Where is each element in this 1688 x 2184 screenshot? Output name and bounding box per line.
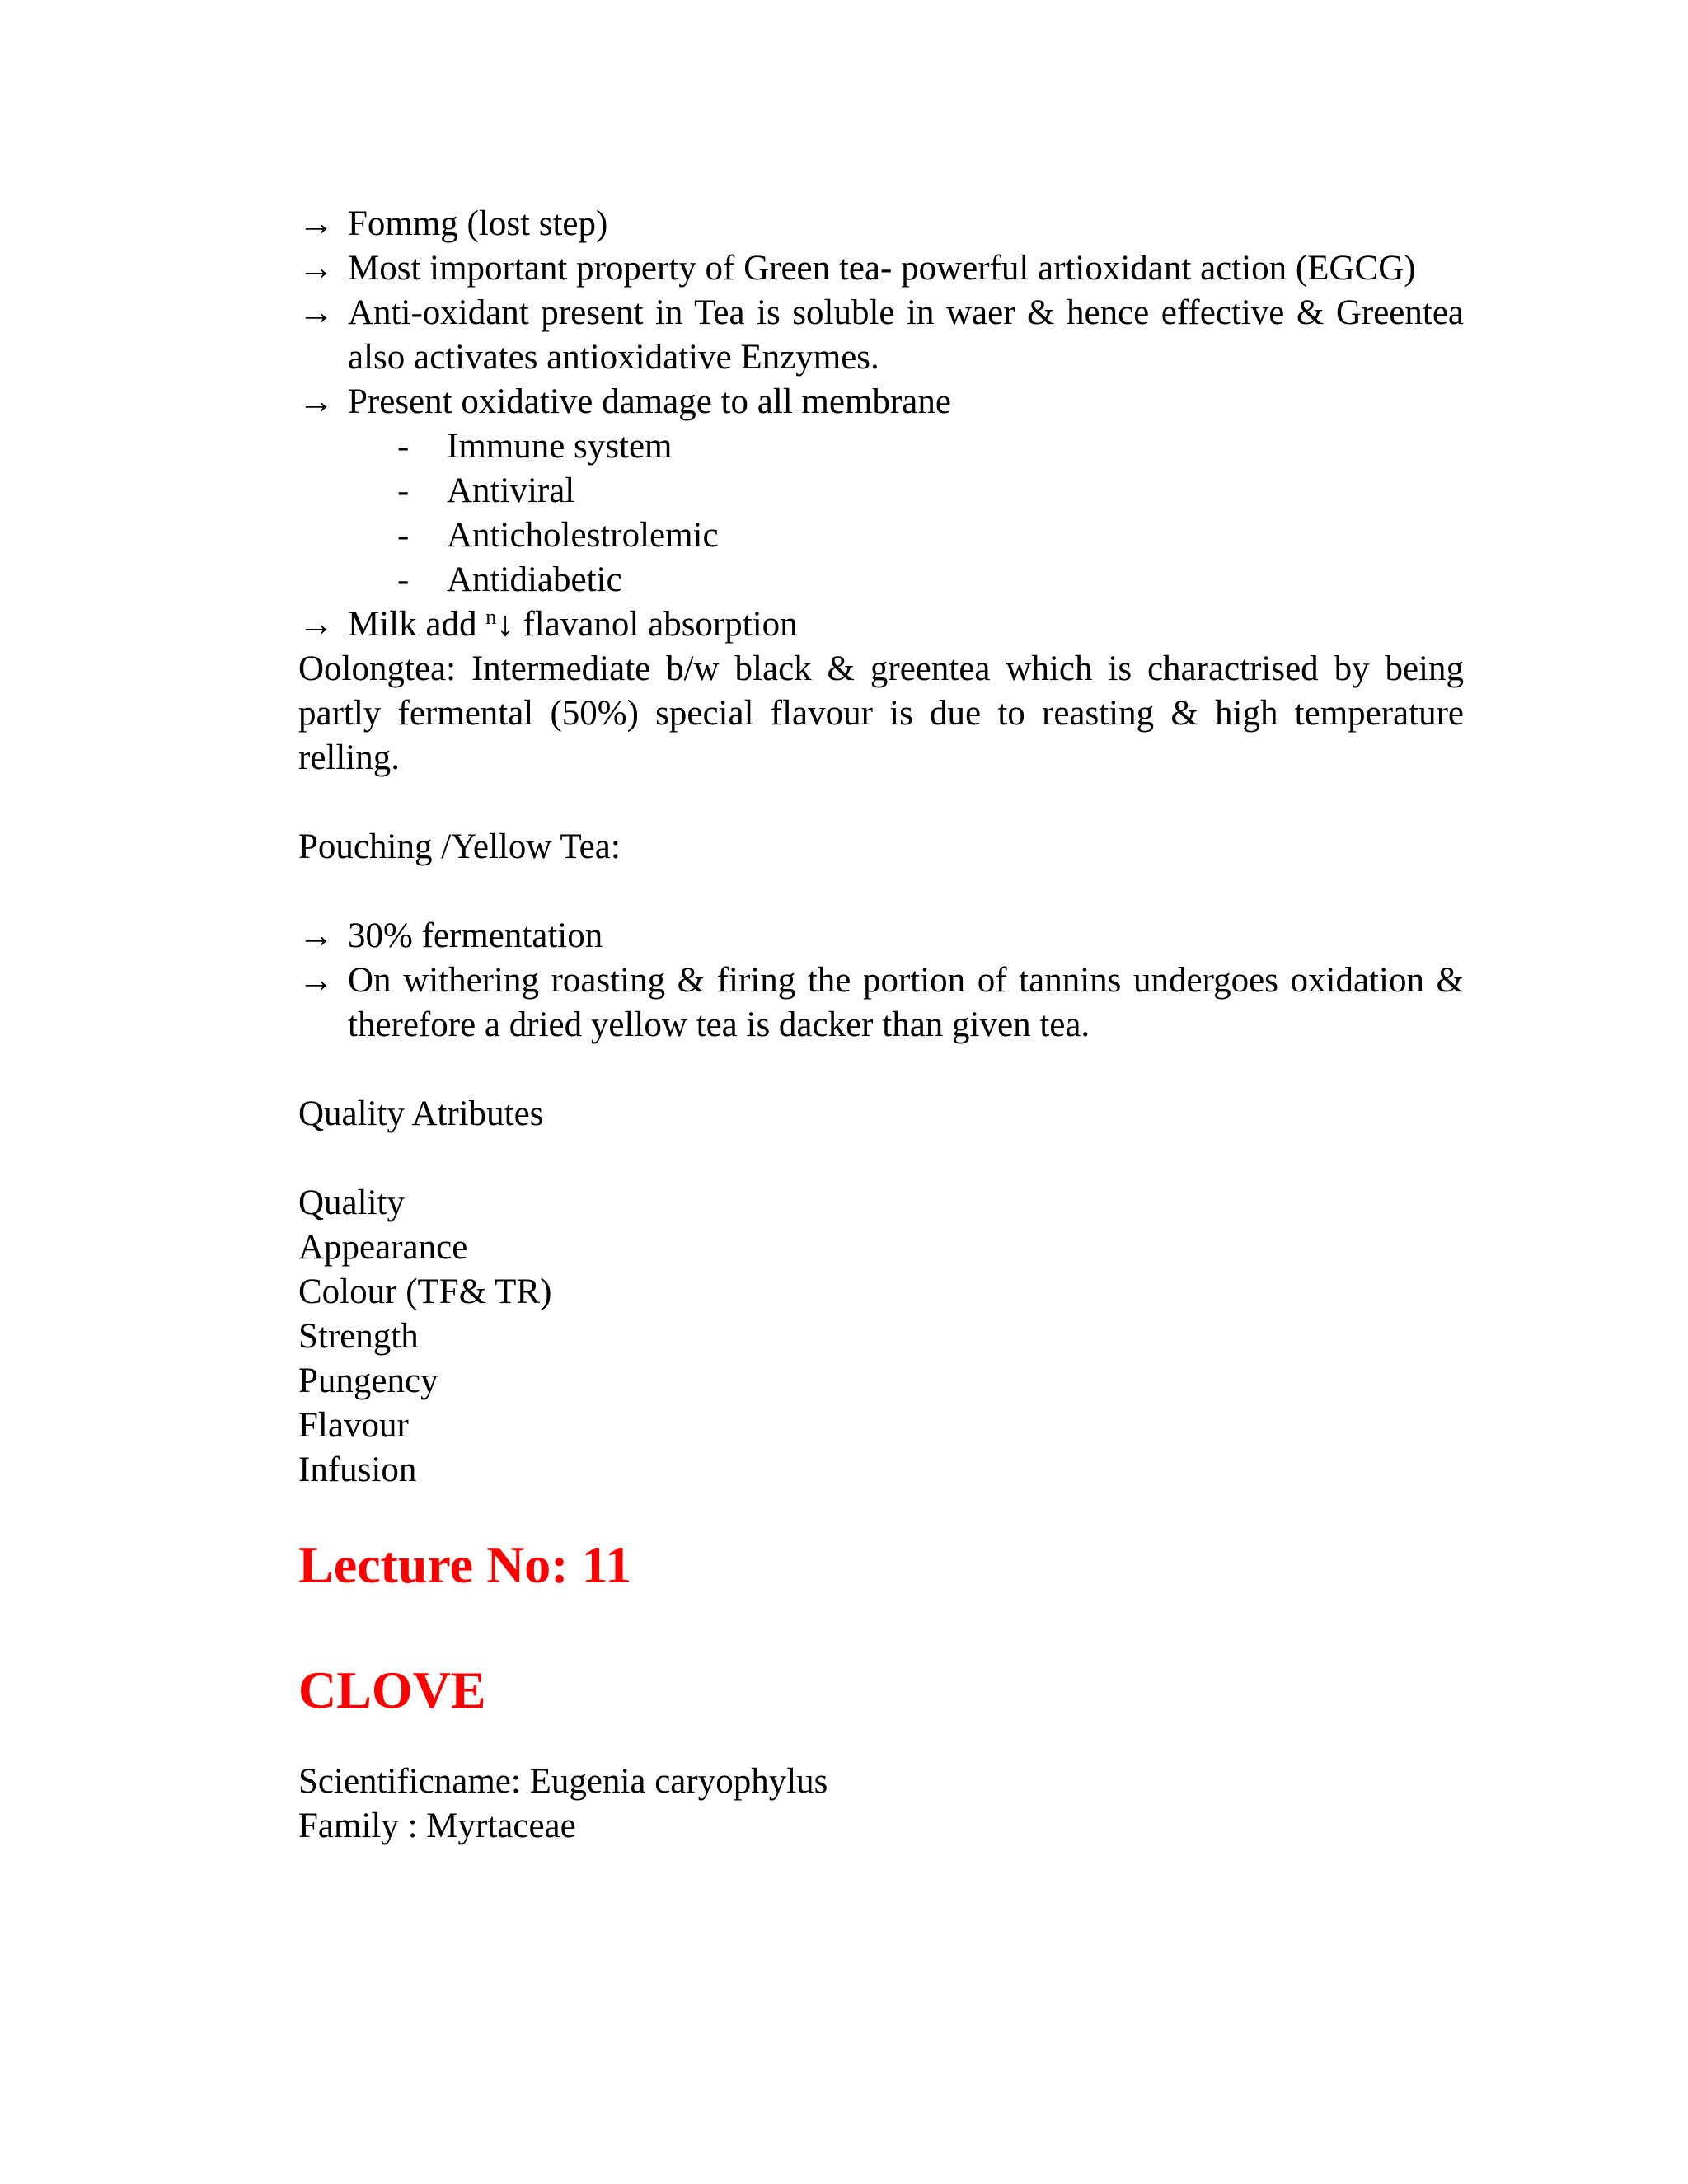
list-item (298, 424, 1464, 469)
arrow-list-1 (298, 202, 1464, 424)
list-item (298, 469, 1464, 513)
milk-text-before: Milk add (348, 605, 486, 644)
arrow-item (298, 202, 1464, 246)
milk-superscript: n (485, 605, 497, 629)
arrow-bullet: → (298, 916, 334, 955)
list-item: Pungency (298, 1361, 438, 1400)
list-item: Strength (298, 1317, 419, 1356)
arrow-item-text: On withering roasting & firing the portion of tannins undergoes oxidation & therefore a dried yellow tea is dacker than given tea. (348, 961, 1464, 1044)
spacer (298, 1598, 1464, 1657)
list-item (298, 558, 1464, 602)
arrow-item-text: Most important property of Green tea- powerful artioxidant action (EGCG) (348, 249, 1416, 288)
arrow-bullet: → (298, 249, 334, 288)
arrow-item (298, 914, 1464, 958)
arrow-item-text: 30% fermentation (348, 916, 603, 955)
arrow-item-text: Fommg (lost step) (348, 204, 608, 243)
list-item: Infusion (298, 1451, 417, 1489)
list-item (298, 513, 1464, 558)
arrow-item (298, 958, 1464, 1047)
list-item: Appearance (298, 1228, 468, 1267)
spacer (298, 1493, 1464, 1532)
dash-bullet: - (397, 427, 410, 466)
dash-bullet: - (397, 560, 410, 599)
oolong-paragraph: Oolongtea: Intermediate b/w black & greentea which is charactrised by being partly fermental (50%) special flavour is due to reasting & high temperature relling. (298, 649, 1464, 777)
list-item-text: Immune system (447, 427, 673, 466)
spacer (298, 1047, 1464, 1092)
arrow-item-text: Present oxidative damage to all membrane (348, 382, 951, 421)
dash-bullet: - (397, 516, 410, 555)
arrow-bullet: → (298, 293, 334, 332)
arrow-item (298, 291, 1464, 380)
pouching-heading: Pouching /Yellow Tea: (298, 827, 621, 866)
milk-text-after: ↓ flavanol absorption (496, 605, 798, 644)
arrow-bullet: → (298, 382, 334, 421)
clove-heading: CLOVE (298, 1661, 486, 1719)
spacer (298, 1723, 1464, 1760)
quality-heading: Quality Atributes (298, 1094, 544, 1133)
arrow-item-milk (298, 602, 1464, 647)
spacer (298, 869, 1464, 914)
spacer (298, 1137, 1464, 1181)
dash-sublist (298, 424, 1464, 602)
document-page (298, 202, 1464, 1849)
arrow-item (298, 380, 1464, 424)
arrow-item (298, 246, 1464, 291)
list-item-text: Antidiabetic (447, 560, 622, 599)
lecture-heading: Lecture No: 11 (298, 1535, 632, 1594)
list-item: Flavour (298, 1406, 409, 1445)
arrow-bullet: → (298, 961, 334, 1000)
spacer (298, 780, 1464, 825)
arrow-bullet: → (298, 204, 334, 243)
scientific-name: Scientificname: Eugenia caryophylus (298, 1762, 828, 1801)
list-item: Colour (TF& TR) (298, 1272, 552, 1311)
arrow-bullet: → (298, 605, 334, 644)
dash-bullet: - (397, 471, 410, 510)
quality-list (298, 1181, 1464, 1493)
family-name: Family : Myrtaceae (298, 1807, 576, 1845)
list-item-text: Anticholestrolemic (447, 516, 719, 555)
list-item-text: Antiviral (447, 471, 575, 510)
arrow-item-text: Anti-oxidant present in Tea is soluble in waer & hence effective & Greentea also activates antioxidative Enzymes. (348, 293, 1464, 377)
list-item: Quality (298, 1183, 405, 1222)
arrow-list-2 (298, 914, 1464, 1047)
